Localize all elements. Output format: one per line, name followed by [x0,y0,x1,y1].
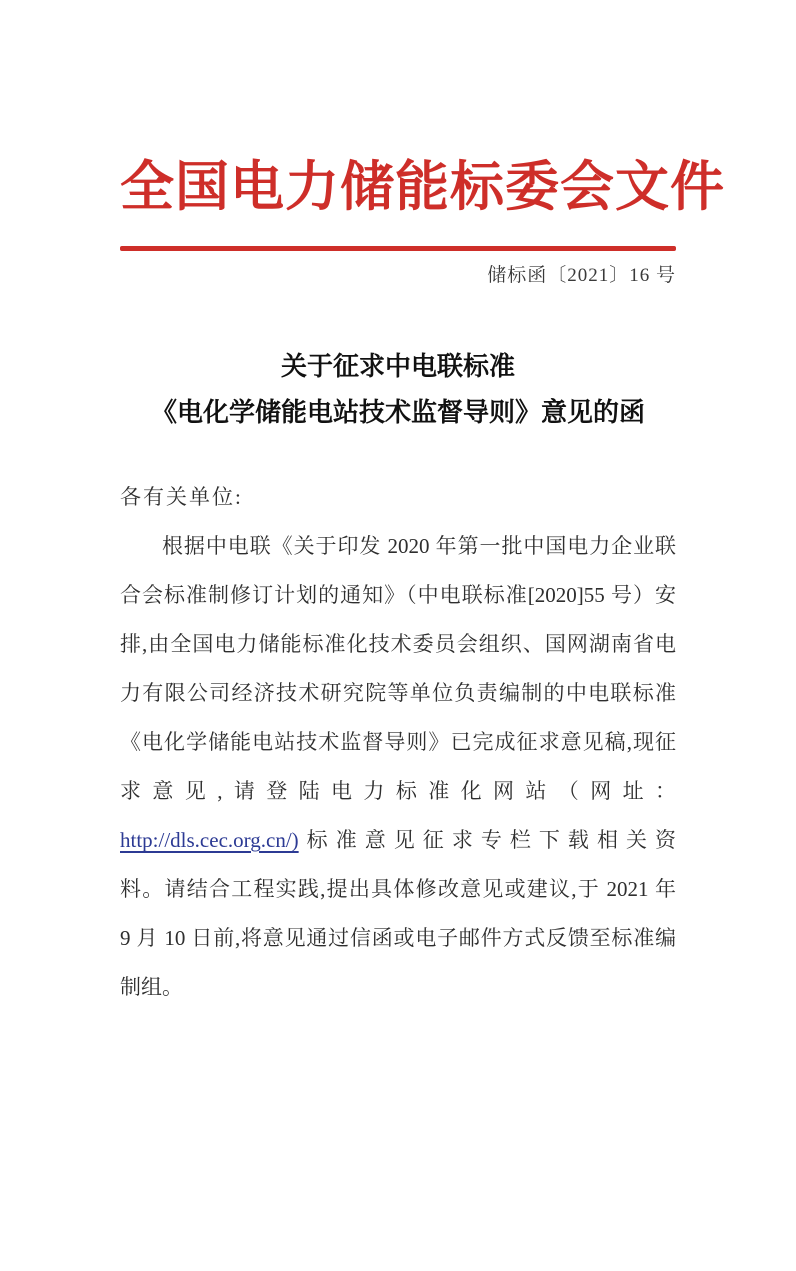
body-line: 排,由全国电力储能标准化技术委员会组织、国网湖南省电 [120,632,676,656]
body-line: 制组。 [120,975,183,999]
subject-title [120,343,676,435]
doc-number: 储标函〔2021〕16 号 [487,265,676,286]
salutation: 各有关单位: [120,485,243,509]
body-line-with-link [120,816,676,865]
subject-line-2: 《电化学储能电站技术监督导则》意见的函 [150,397,645,427]
subject-line-1: 关于征求中电联标准 [280,351,515,381]
link-after-text: 标准意见征求专栏下载相关资 [298,828,676,852]
body-line: 9 月 10 日前,将意见通过信函或电子邮件方式反馈至标准编 [120,926,676,950]
document-page [0,148,796,1271]
letterhead-title: 全国电力储能标委会文件 [120,157,725,217]
body-line: 合会标准制修订计划的通知》（中电联标准[2020]55 号）安 [120,583,676,607]
body-line: 力有限公司经济技术研究院等单位负责编制的中电联标准 [120,681,676,705]
body-line: 《电化学储能电站技术监督导则》已完成征求意见稿,现征 [120,730,676,754]
standard-site-link[interactable]: http://dls.cec.org.cn/) [120,828,299,852]
body-line: 求意见,请登陆电力标准化网站（网址： [120,779,676,803]
letter-body [120,473,676,1012]
body-line: 根据中电联《关于印发 2020 年第一批中国电力企业联 [162,534,676,558]
letterhead-rule [120,246,676,251]
body-line: 料。请结合工程实践,提出具体修改意见或建议,于 2021 年 [120,877,676,901]
